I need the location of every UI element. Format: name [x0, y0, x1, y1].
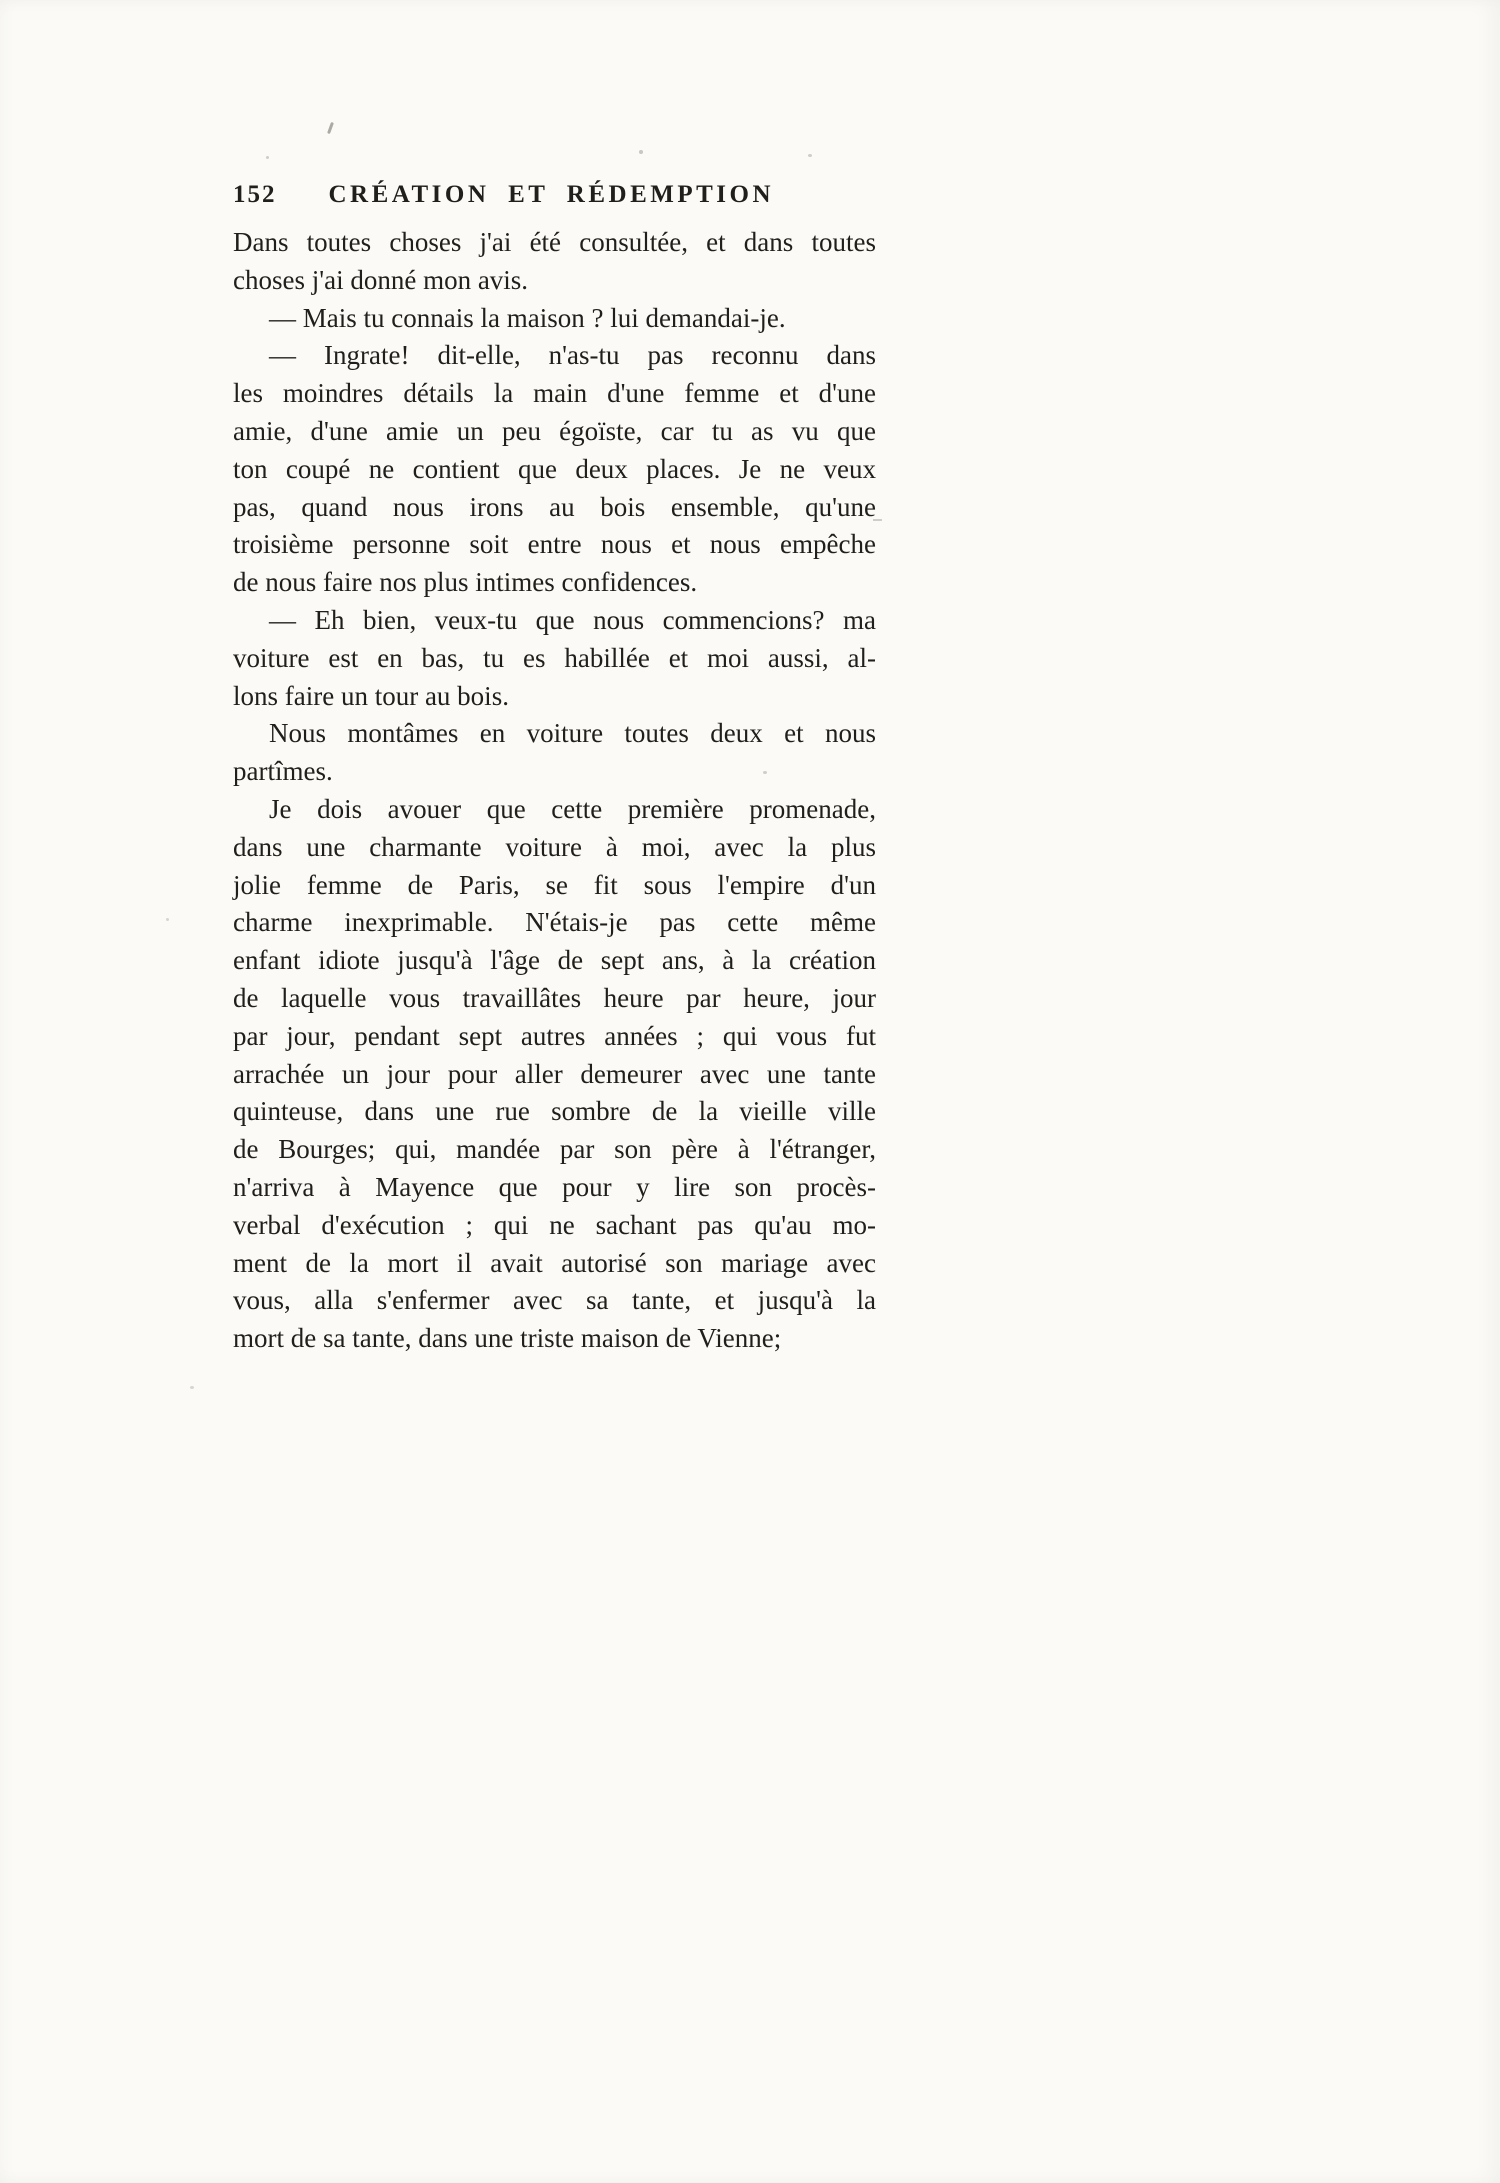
text-line: Je dois avouer que cette première promenade,: [269, 793, 876, 824]
text-line: verbal d'exécution ; qui ne sachant pas qu'au mo-: [233, 1209, 876, 1240]
text-line: voiture est en bas, tu es habillée et moi aussi, al-: [233, 642, 876, 673]
scan-artifact: [266, 156, 269, 159]
scan-artifact: [808, 154, 812, 157]
text-line: de laquelle vous travaillâtes heure par heure, jour: [233, 982, 876, 1013]
text-line: par jour, pendant sept autres années ; qui vous fut: [233, 1020, 876, 1051]
paragraph: [233, 791, 876, 1358]
running-title: CRÉATION ET RÉDEMPTION: [328, 181, 775, 208]
text-line: partîmes.: [233, 756, 333, 787]
text-line: vous, alla s'enfermer avec sa tante, et jusqu'à la: [233, 1285, 876, 1316]
text-line: — Ingrate! dit-elle, n'as-tu pas reconnu dans: [269, 340, 876, 371]
page-header: [233, 181, 878, 209]
text-line: jolie femme de Paris, se fit sous l'empire d'un: [233, 869, 876, 900]
page-text: [233, 224, 876, 1358]
text-line: n'arriva à Mayence que pour y lire son procès-: [233, 1171, 876, 1202]
paragraph: [233, 602, 876, 715]
scan-artifact: [190, 1386, 194, 1389]
text-line: ment de la mort il avait autorisé son mariage avec: [233, 1247, 876, 1278]
paragraph: [233, 715, 876, 791]
text-line: lons faire un tour au bois.: [233, 680, 509, 711]
text-line: enfant idiote jusqu'à l'âge de sept ans, à la création: [233, 945, 876, 976]
text-line: de Bourges; qui, mandée par son père à l'étranger,: [233, 1134, 876, 1165]
text-line: amie, d'une amie un peu égoïste, car tu as vu que: [233, 415, 876, 446]
text-line: charme inexprimable. N'étais-je pas cette même: [233, 907, 876, 938]
text-line: dans une charmante voiture à moi, avec la plus: [233, 831, 876, 862]
paragraph: [233, 337, 876, 602]
page-number: 152: [233, 181, 277, 208]
scan-artifact: [327, 122, 334, 134]
text-line: de nous faire nos plus intimes confidences.: [233, 567, 698, 598]
scan-artifact: [639, 150, 643, 154]
text-line: les moindres détails la main d'une femme et d'une: [233, 378, 876, 409]
scan-artifact: [166, 918, 169, 921]
text-line: pas, quand nous irons au bois ensemble, qu'une: [233, 491, 876, 522]
paragraph: [233, 224, 876, 300]
paragraph: [233, 300, 876, 338]
text-line: troisième personne soit entre nous et nous empêche: [233, 529, 876, 560]
text-line: Dans toutes choses j'ai été consultée, et dans toutes: [233, 227, 876, 257]
text-line: arrachée un jour pour aller demeurer avec une tante: [233, 1058, 876, 1089]
text-line: mort de sa tante, dans une triste maison de Vienne;: [233, 1323, 782, 1354]
text-line: Nous montâmes en voiture toutes deux et nous: [269, 718, 876, 749]
text-line: choses j'ai donné mon avis.: [233, 264, 529, 295]
text-line: quinteuse, dans une rue sombre de la vieille ville: [233, 1096, 876, 1127]
text-line: — Mais tu connais la maison ? lui demandai-je.: [269, 302, 786, 333]
text-line: ton coupé ne contient que deux places. Je ne veux: [233, 453, 876, 484]
text-line: — Eh bien, veux-tu que nous commencions? ma: [269, 604, 876, 635]
